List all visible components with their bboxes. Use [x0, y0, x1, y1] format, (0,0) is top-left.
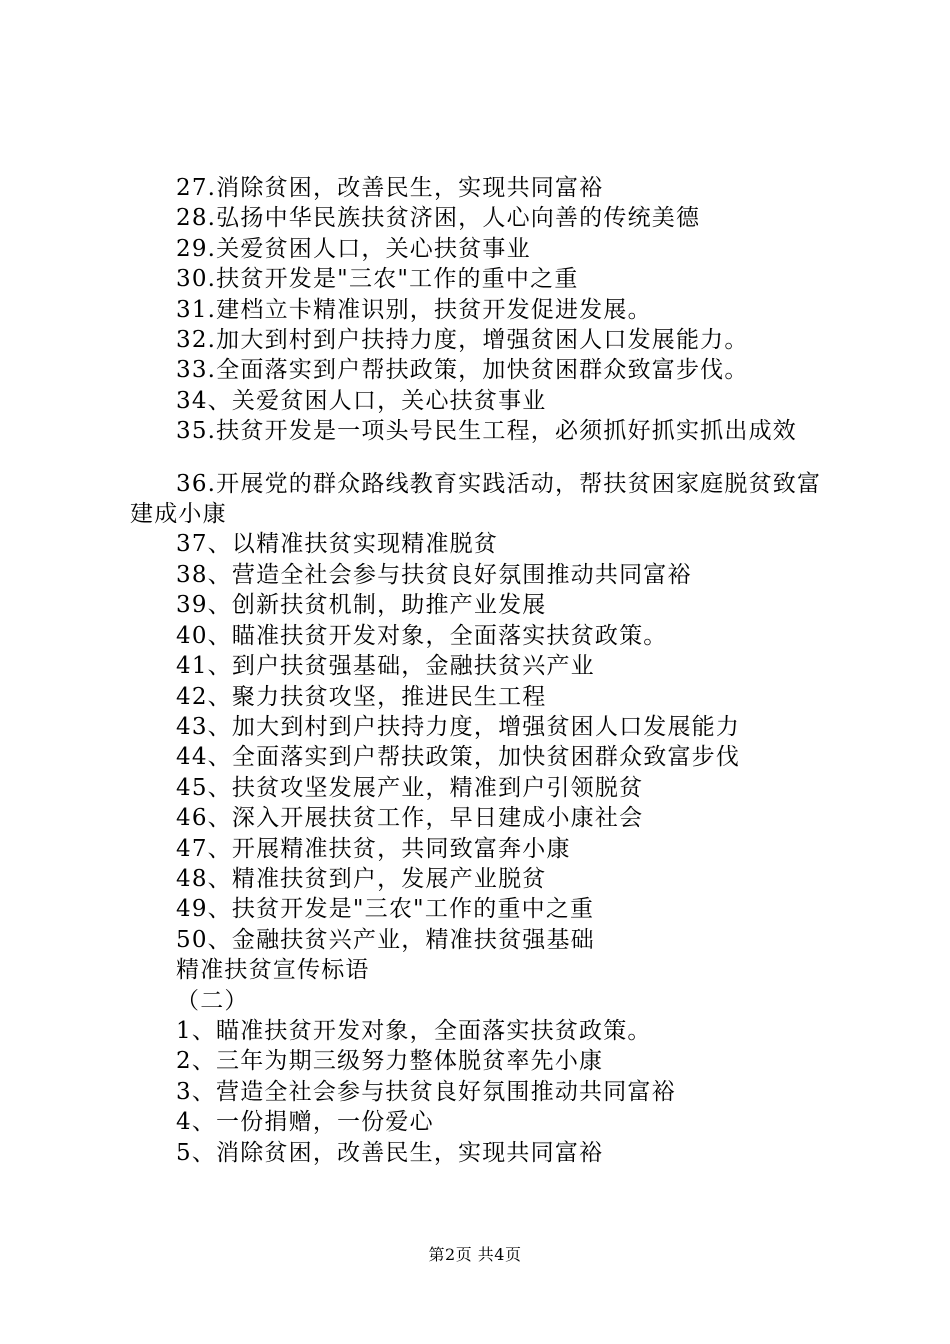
list-item: 38、营造全社会参与扶贫良好氛围推动共同富裕: [176, 561, 692, 588]
list-item: 28.弘扬中华民族扶贫济困，人心向善的传统美德: [176, 205, 701, 232]
list-item: 41、到户扶贫强基础，金融扶贫兴产业: [176, 653, 595, 680]
list-item: 3、营造全社会参与扶贫良好氛围推动共同富裕: [176, 1078, 676, 1105]
list-item: 49、扶贫开发是"三农"工作的重中之重: [176, 896, 595, 923]
list-item: 34、关爱贫困人口，关心扶贫事业: [176, 387, 547, 414]
list-item: 31.建档立卡精准识别，扶贫开发促进发展。: [176, 296, 652, 323]
list-item: 35.扶贫开发是一项头号民生工程，必须抓好抓实抓出成效: [176, 418, 797, 445]
section-title: 精准扶贫宣传标语: [176, 957, 370, 984]
list-item: 37、以精准扶贫实现精准脱贫: [176, 531, 499, 558]
list-item: 5、消除贫困，改善民生，实现共同富裕: [176, 1139, 604, 1166]
list-item: 46、深入开展扶贫工作，早日建成小康社会: [176, 805, 644, 832]
list-item: 1、瞄准扶贫开发对象，全面落实扶贫政策。: [176, 1017, 652, 1044]
list-item: 4、一份捐赠，一份爱心: [176, 1109, 434, 1136]
list-item: 50、金融扶贫兴产业，精准扶贫强基础: [176, 926, 595, 953]
list-item: 45、扶贫攻坚发展产业，精准到户引领脱贫: [176, 774, 644, 801]
document-body: [130, 173, 840, 1168]
wrapped-paragraph: 36.开展党的群众路线教育实践活动，帮扶贫困家庭脱贫致富建成小康: [130, 470, 822, 528]
list-item: 32.加大到村到户扶持力度，增强贫困人口发展能力。: [176, 327, 749, 354]
page-number-label: 第2页 共4页: [428, 1245, 522, 1264]
list-item: 30.扶贫开发是"三农"工作的重中之重: [176, 266, 579, 293]
list-item: 44、全面落实到户帮扶政策，加快贫困群众致富步伐: [176, 744, 741, 771]
list-item: 42、聚力扶贫攻坚，推进民生工程: [176, 683, 547, 710]
list-item: 48、精准扶贫到户，发展产业脱贫: [176, 865, 547, 892]
line-list-bottom: [130, 529, 840, 1168]
list-item: 29.关爱贫困人口，关心扶贫事业: [176, 235, 531, 262]
list-item: 40、瞄准扶贫开发对象，全面落实扶贫政策。: [176, 622, 668, 649]
list-item: 2、三年为期三级努力整体脱贫率先小康: [176, 1048, 604, 1075]
line-list-top: [130, 173, 840, 447]
page-footer: [0, 1242, 950, 1265]
list-item: 27.消除贫困，改善民生，实现共同富裕: [176, 175, 604, 201]
list-item: 47、开展精准扶贫，共同致富奔小康: [176, 835, 571, 862]
list-item: 39、创新扶贫机制，助推产业发展: [176, 592, 547, 619]
paragraph-gap: [130, 447, 840, 469]
list-item: 33.全面落实到户帮扶政策，加快贫困群众致富步伐。: [176, 357, 749, 384]
section-subtitle: （二）: [176, 987, 249, 1014]
list-item: 43、加大到村到户扶持力度，增强贫困人口发展能力: [176, 713, 741, 740]
